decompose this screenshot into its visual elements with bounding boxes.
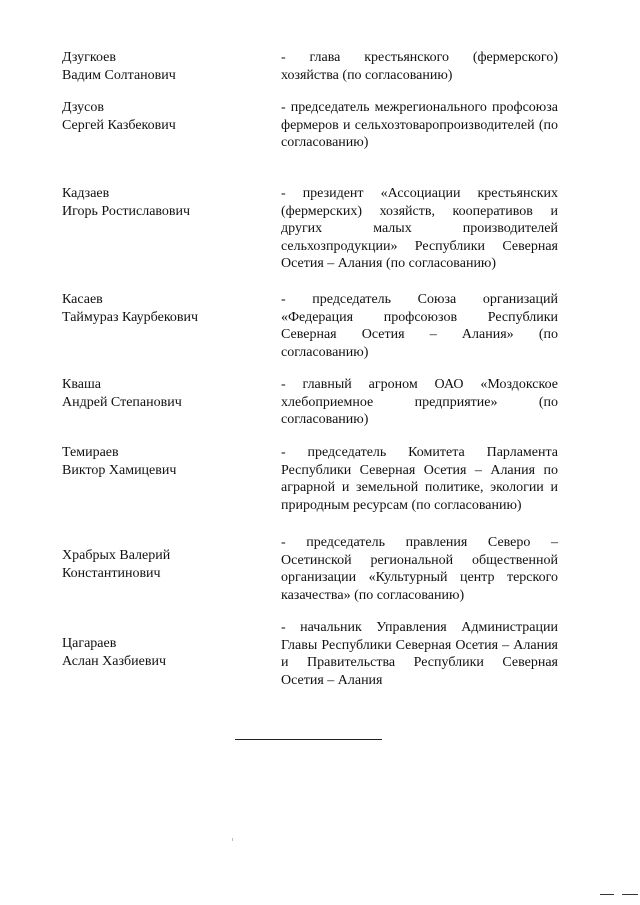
member-name <box>62 635 267 670</box>
member-given-name: Аслан Хазбиевич <box>62 653 166 669</box>
member-role: - председатель правления Северо – Осетинской региональной общественной организации «Культурный центр терского казачества» (по согласованию) <box>281 535 558 603</box>
corner-mark-line <box>622 894 638 895</box>
member-surname: Цагараев <box>62 636 117 651</box>
member-name <box>62 444 267 479</box>
member-surname: Дзусов <box>62 100 104 115</box>
member-role: - председатель Союза организаций «Федерация профсоюзов Республики Северная Осетия – Алания» (по согласованию) <box>281 292 558 360</box>
member-name <box>62 49 267 84</box>
member-role: - председатель межрегионального профсоюза фермеров и сельхозтоваропроизводителей (по согласованию) <box>281 100 558 150</box>
member-role: - глава крестьянского (фермерского) хозяйства (по согласованию) <box>281 50 558 83</box>
member-role: - президент «Ассоциации крестьянских (фермерских) хозяйств, кооперативов и других малых производителей сельхозпродукции» Республики Северная Осетия – Алания (по согласованию) <box>281 186 558 271</box>
member-given-name: Сергей Казбекович <box>62 117 176 133</box>
member-surname: Дзугкоев <box>62 50 116 65</box>
member-given-name: Игорь Ростиславович <box>62 203 191 219</box>
page-corner-mark <box>598 882 640 905</box>
member-name <box>62 376 267 411</box>
scan-speck <box>232 838 233 841</box>
member-role: - начальник Управления Администрации Главы Республики Северная Осетия – Алания и Правительства Республики Северная Осетия – Алания <box>281 620 558 688</box>
member-name <box>62 547 267 582</box>
member-surname: Темираев <box>62 445 119 460</box>
member-name <box>62 291 267 326</box>
member-role: - главный агроном ОАО «Моздокское хлебоприемное предприятие» (по согласованию) <box>281 377 558 427</box>
member-surname: Касаев <box>62 292 103 307</box>
member-role: - председатель Комитета Парламента Республики Северная Осетия – Алания по аграрной и земельной политике, экологии и природным ресурсам (по согласованию) <box>281 445 558 513</box>
member-given-name: Вадим Солтанович <box>62 67 176 83</box>
member-name <box>62 185 267 220</box>
member-given-name: Андрей Степанович <box>62 394 182 410</box>
end-separator-line <box>235 739 382 740</box>
member-surname: Кваша <box>62 377 101 392</box>
member-given-name: Константинович <box>62 565 161 581</box>
member-surname: Кадзаев <box>62 186 110 201</box>
member-surname: Храбрых Валерий <box>62 548 171 563</box>
member-given-name: Таймураз Каурбекович <box>62 309 199 325</box>
member-name <box>62 99 267 134</box>
member-given-name: Виктор Хамицевич <box>62 462 177 478</box>
corner-mark-line <box>600 894 614 895</box>
